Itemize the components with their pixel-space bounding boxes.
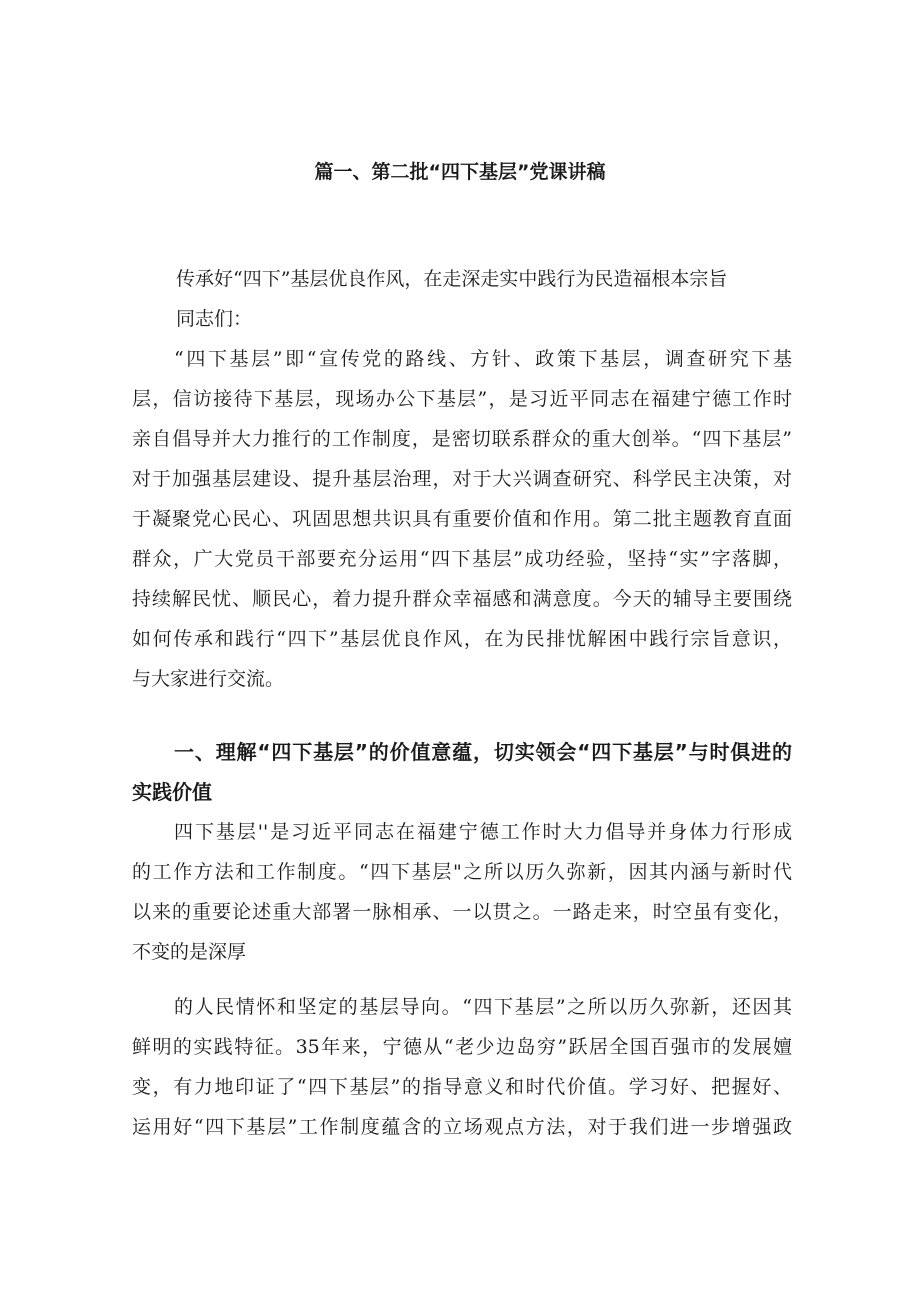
paragraph-line: “四下基层”即“宣传党的路线、方针、政策下基层，调查研究下基 <box>174 348 792 370</box>
paragraph-line: 与大家进行交流。 <box>132 668 285 690</box>
heading-line: 实践价值 <box>132 780 212 804</box>
salutation: 同志们： <box>176 308 253 330</box>
paragraph-line: 对于加强基层建设、提升基层治理，对于大兴调查研究、科学民主决策，对 <box>132 468 792 490</box>
paragraph-line: 运用好“四下基层”工作制度蕴含的立场观点方法，对于我们进一步增强政 <box>132 1116 792 1138</box>
paragraph-line: 不变的是深厚 <box>132 941 247 963</box>
paragraph-line: 变，有力地印证了“四下基层”的指导意义和时代价值。学习好、把握好、 <box>132 1076 792 1098</box>
document-title: 篇一、第二批“四下基层”党课讲稿 <box>314 161 606 183</box>
paragraph-line: 的人民情怀和坚定的基层导向。“四下基层”之所以历久弥新，还因其 <box>174 996 792 1018</box>
paragraph-line: 层，信访接待下基层，现场办公下基层”，是习近平同志在福建宁德工作时 <box>132 388 792 410</box>
paragraph-section1-a <box>132 812 792 972</box>
paragraph-line: 鲜明的实践特征。35年来，宁德从“老少边岛穷”跃居全国百强市的发展嬗 <box>132 1036 792 1058</box>
paragraph-line: 以来的重要论述重大部署一脉相承、一以贯之。一路走来，时空虽有变化， <box>132 901 792 923</box>
document-subtitle: 传承好“四下”基层优良作风，在走深走实中践行为民造福根本宗旨 <box>176 268 728 290</box>
paragraph-intro <box>132 339 792 699</box>
heading-line: 一、理解“四下基层”的价值意蕴，切实领会“四下基层”与时俱进的 <box>174 740 792 764</box>
paragraph-line: 群众，广大党员干部要充分运用“四下基层”成功经验，坚持“实”字落脚， <box>132 548 792 570</box>
paragraph-line: 四下基层''是习近平同志在福建宁德工作时大力倡导并身体力行形成 <box>174 821 792 843</box>
paragraph-line: 的工作方法和工作制度。“四下基层"之所以历久弥新，因其内涵与新时代 <box>132 861 792 883</box>
paragraph-line: 亲自倡导并大力推行的工作制度，是密切联系群众的重大创举。“四下基层” <box>132 428 792 450</box>
paragraph-section1-b <box>132 987 792 1147</box>
paragraph-line: 如何传承和践行“四下”基层优良作风，在为民排忧解困中践行宗旨意识， <box>132 628 792 650</box>
paragraph-line: 持续解民忧、顺民心，着力提升群众幸福感和满意度。今天的辅导主要围绕 <box>132 588 792 610</box>
paragraph-line: 于凝聚党心民心、巩固思想共识具有重要价值和作用。第二批主题教育直面 <box>132 508 792 530</box>
section-heading-1 <box>132 732 792 812</box>
